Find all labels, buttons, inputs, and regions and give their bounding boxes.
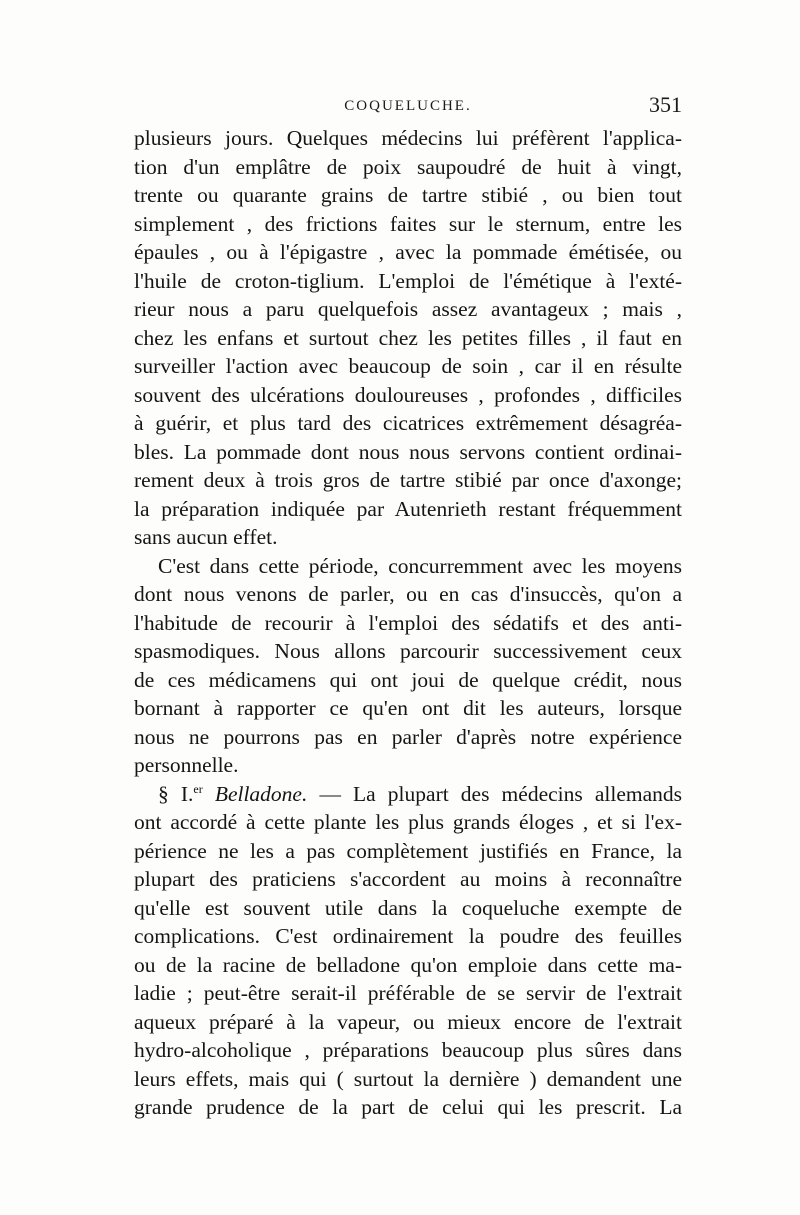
text-line: épaules , ou à l'épigastre , avec la pommade émétisée, ou [134, 240, 682, 264]
text-line: spasmodiques. Nous allons parcourir successivement ceux [134, 639, 682, 663]
text-line: tion d'un emplâtre de poix saupoudré de huit à vingt, [134, 154, 682, 179]
paragraph-1 [134, 124, 682, 552]
text-line: leurs effets, mais qui ( surtout la dernière ) demandent une [134, 1066, 682, 1091]
text-line: périence ne les a pas complètement justifiés en France, la [134, 838, 682, 863]
text-line: à guérir, et plus tard des cicatrices extrêmement désagréa- [134, 411, 682, 435]
text-line: bornant à rapporter ce qu'en ont dit les auteurs, lorsque [134, 696, 682, 720]
text-line: hydro-alcoholique , préparations beaucoup plus sûres dans [134, 1038, 682, 1062]
text-line: plupart des praticiens s'accordent au moins à reconnaître [134, 867, 682, 891]
text-line: de ces médicamens qui ont joui de quelque crédit, nous [134, 667, 682, 692]
paragraph-2 [134, 552, 682, 780]
text-line: simplement , des frictions faites sur le sternum, entre les [134, 211, 682, 236]
text-line: la préparation indiquée par Autenrieth restant fréquemment [134, 496, 682, 521]
text-line: sans aucun effet. [134, 525, 278, 549]
section-superscript: er [193, 781, 203, 796]
text-line: qu'elle est souvent utile dans la coqueluche exempte de [134, 895, 682, 920]
text-line: plusieurs jours. Quelques médecins lui préfèrent l'applica- [134, 126, 682, 150]
section-title: Belladone. [214, 781, 308, 806]
section-mark: § I. [158, 781, 194, 806]
body-text [134, 124, 682, 1122]
text-line: ou de la racine de belladone qu'on emploie dans cette ma- [134, 952, 682, 977]
text-line: rieur nous a paru quelquefois assez avantageux ; mais , [134, 297, 682, 321]
text-line: personnelle. [134, 753, 239, 777]
text-line: rement deux à trois gros de tartre stibié par once d'axonge; [134, 468, 682, 492]
running-title: COQUELUCHE. [344, 98, 472, 114]
text-line: nous ne pourrons pas en parler d'après notre expérience [134, 724, 682, 749]
text-line: grande prudence de la part de celui qui les prescrit. La [134, 1095, 682, 1119]
section-belladone [134, 780, 682, 1122]
section-heading-line [134, 780, 682, 809]
section-first-line-text: — La plupart des médecins allemands [307, 781, 682, 806]
text-line: trente ou quarante grains de tartre stibié , ou bien tout [134, 183, 682, 207]
text-line: l'habitude de recourir à l'emploi des sédatifs et des anti- [134, 610, 682, 635]
text-line: chez les enfans et surtout chez les petites filles , il faut en [134, 325, 682, 350]
text-line: l'huile de croton-tiglium. L'emploi de l'émétique à l'exté- [134, 268, 682, 293]
text-line: complications. C'est ordinairement la poudre des feuilles [134, 924, 682, 948]
page-header [134, 92, 682, 122]
text-line: aqueux préparé à la vapeur, ou mieux encore de l'extrait [134, 1009, 682, 1034]
text-line: dont nous venons de parler, ou en cas d'insuccès, qu'on a [134, 582, 682, 606]
text-line: surveiller l'action avec beaucoup de soin , car il en résulte [134, 354, 682, 378]
text-line: ladie ; peut-être serait-il préférable de se servir de l'extrait [134, 981, 682, 1005]
text-line: ont accordé à cette plante les plus grands éloges , et si l'ex- [134, 810, 682, 834]
text-line: C'est dans cette période, concurremment avec les moyens [158, 553, 682, 578]
text-line: souvent des ulcérations douloureuses , profondes , difficiles [134, 382, 682, 407]
text-line: bles. La pommade dont nous nous servons contient ordinai- [134, 439, 682, 464]
page-number: 351 [649, 92, 682, 117]
